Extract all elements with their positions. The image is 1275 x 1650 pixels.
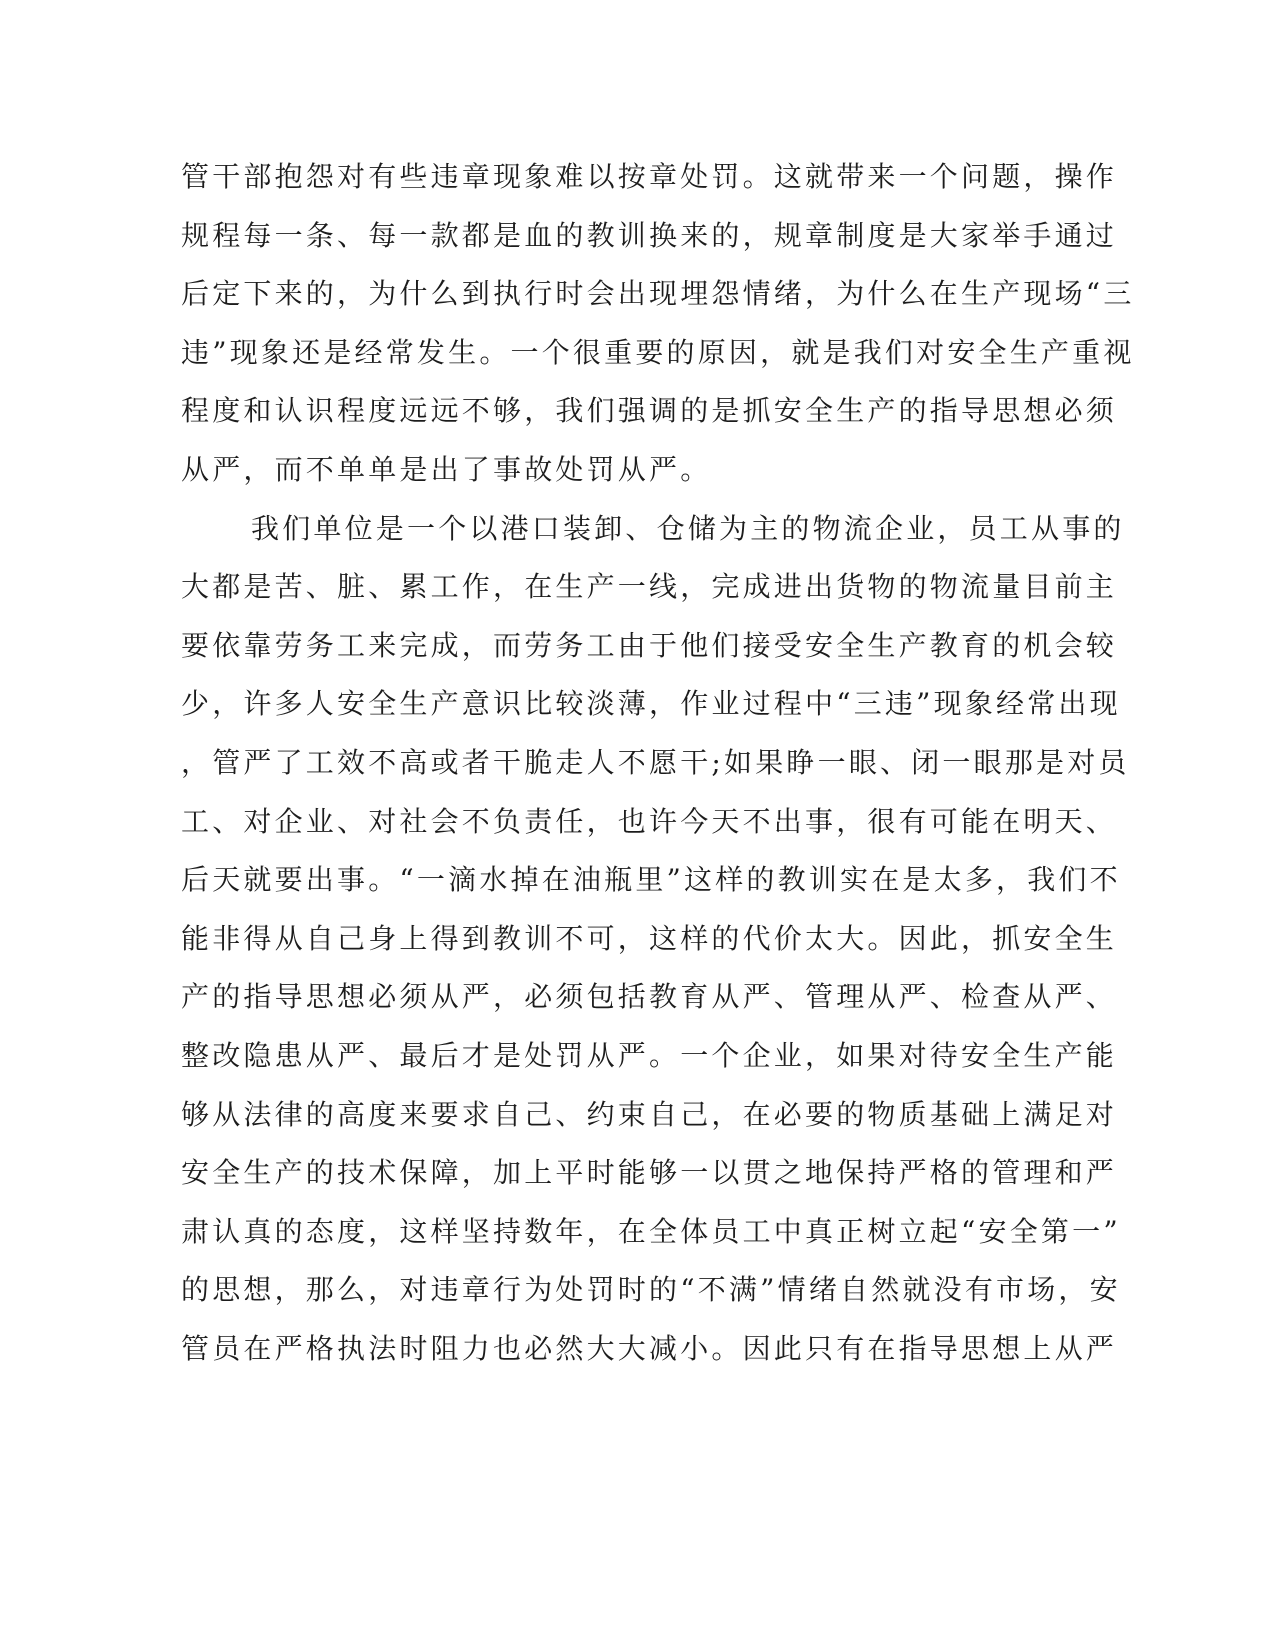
text-line: 违”现象还是经常发生。一个很重要的原因，就是我们对安全生产重视 <box>181 335 1135 369</box>
paragraph <box>181 148 1135 500</box>
body-text <box>181 148 1135 1378</box>
text-line: 规程每一条、每一款都是血的教训换来的，规章制度是大家举手通过 <box>181 218 1118 252</box>
text-line: 的思想，那么，对违章行为处罚时的“不满”情绪自然就没有市场，安 <box>181 1273 1121 1307</box>
text-line: 管干部抱怨对有些违章现象难以按章处罚。这就带来一个问题，操作 <box>181 160 1118 193</box>
text-line: 后定下来的，为什么到执行时会出现埋怨情绪，为什么在生产现场“三 <box>181 277 1135 311</box>
text-line: 产的指导思想必须从严，必须包括教育从严、管理从严、检查从严、 <box>181 980 1118 1014</box>
text-line: 大都是苦、脏、累工作，在生产一线，完成进出货物的物流量目前主 <box>181 570 1118 604</box>
text-line: 要依靠劳务工来完成，而劳务工由于他们接受安全生产教育的机会较 <box>181 628 1118 662</box>
text-line: 整改隐患从严、最后才是处罚从严。一个企业，如果对待安全生产能 <box>181 1038 1118 1072</box>
text-line: 工、对企业、对社会不负责任，也许今天不出事，很有可能在明天、 <box>181 804 1118 838</box>
text-line: 程度和认识程度远远不够，我们强调的是抓安全生产的指导思想必须 <box>181 394 1118 428</box>
text-line: 安全生产的技术保障，加上平时能够一以贯之地保持严格的管理和严 <box>181 1156 1118 1190</box>
text-line: 少，许多人安全生产意识比较淡薄，作业过程中“三违”现象经常出现 <box>181 687 1121 721</box>
text-line: 从严，而不单单是出了事故处罚从严。 <box>181 452 712 486</box>
text-line: 够从法律的高度来要求自己、约束自己，在必要的物质基础上满足对 <box>181 1097 1118 1131</box>
text-line: 我们单位是一个以港口装卸、仓储为主的物流企业，员工从事的 <box>251 511 1125 545</box>
text-line: 能非得从自己身上得到教训不可，这样的代价太大。因此，抓安全生 <box>181 921 1118 955</box>
text-line: ，管严了工效不高或者干脆走人不愿干;如果睁一眼、闭一眼那是对员 <box>181 745 1130 779</box>
text-line: 管员在严格执法时阻力也必然大大减小。因此只有在指导思想上从严 <box>181 1331 1118 1365</box>
text-line: 后天就要出事。“一滴水掉在油瓶里”这样的教训实在是太多，我们不 <box>181 863 1121 897</box>
text-line: 肃认真的态度，这样坚持数年，在全体员工中真正树立起“安全第一” <box>181 1214 1121 1248</box>
paragraph <box>181 500 1130 1379</box>
